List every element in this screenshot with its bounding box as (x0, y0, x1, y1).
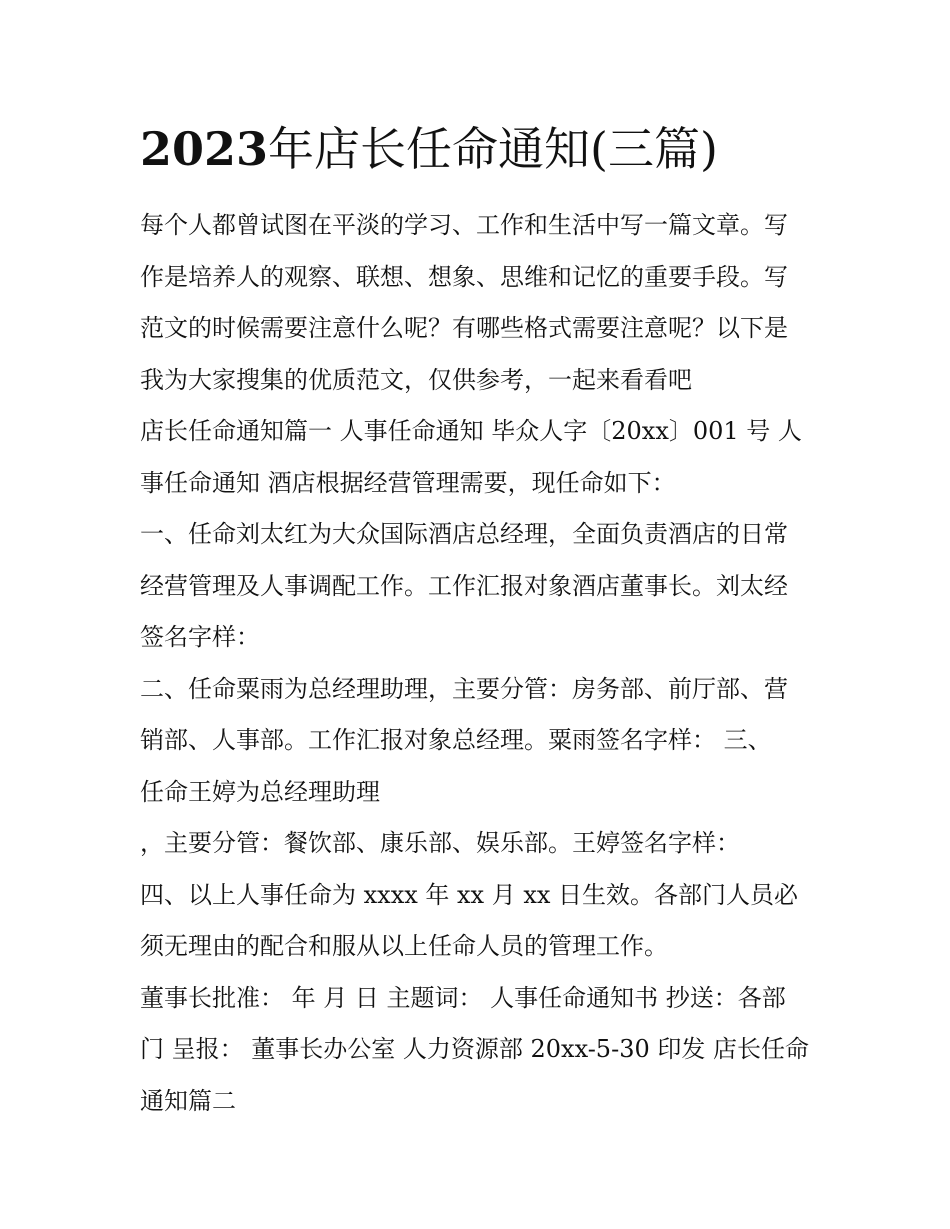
text-line: 董事长批准： 年 月 日 主题词： 人事任命通知书 抄送：各部 (140, 983, 786, 1012)
text-line: 事任命通知 酒店根据经营管理需要，现任命如下： (140, 468, 676, 497)
text-line: 范文的时候需要注意什么呢？有哪些格式需要注意呢？以下是 (140, 314, 788, 342)
text-line: 任命王婷为总经理助理 (140, 777, 380, 806)
text-line: 签名字样： (140, 623, 260, 651)
text-line: 店长任命通知篇一 人事任命通知 毕众人字〔20xx〕001 号 人 (140, 417, 802, 445)
text-line: 须无理由的配合和服从以上任命人员的管理工作。 (140, 932, 668, 960)
text-line: 一、任命刘太红为大众国际酒店总经理，全面负责酒店的日常 (140, 520, 788, 548)
title-text: 年店长任命通知(三篇) (268, 122, 718, 176)
text-line: ，主要分管：餐饮部、康乐部、娱乐部。王婷签名字样： (140, 829, 740, 857)
text-line: 我为大家搜集的优质范文，仅供参考，一起来看看吧 (140, 365, 692, 394)
text-line: 门 呈报： 董事长办公室 人力资源部 20xx-5-30 印发 店长任命 (140, 1035, 809, 1063)
document-title (140, 118, 830, 180)
text-line: 经营管理及人事调配工作。工作汇报对象酒店董事长。刘太经 (140, 571, 788, 600)
text-line: 每个人都曾试图在平淡的学习、工作和生活中写一篇文章。写 (140, 211, 788, 239)
title-year: 2023 (140, 122, 269, 176)
document-body (140, 200, 830, 1127)
text-line: 四、以上人事任命为 xxxx 年 xx 月 xx 日生效。各部门人员必 (140, 880, 799, 909)
text-line: 二、任命粟雨为总经理助理，主要分管：房务部、前厅部、营 (140, 674, 788, 703)
text-line: 通知篇二 (140, 1086, 236, 1115)
text-line: 作是培养人的观察、联想、想象、思维和记忆的重要手段。写 (140, 262, 788, 291)
text-line: 销部、人事部。工作汇报对象总经理。粟雨签名字样： 三、 (140, 726, 772, 754)
document-page (140, 118, 830, 1127)
